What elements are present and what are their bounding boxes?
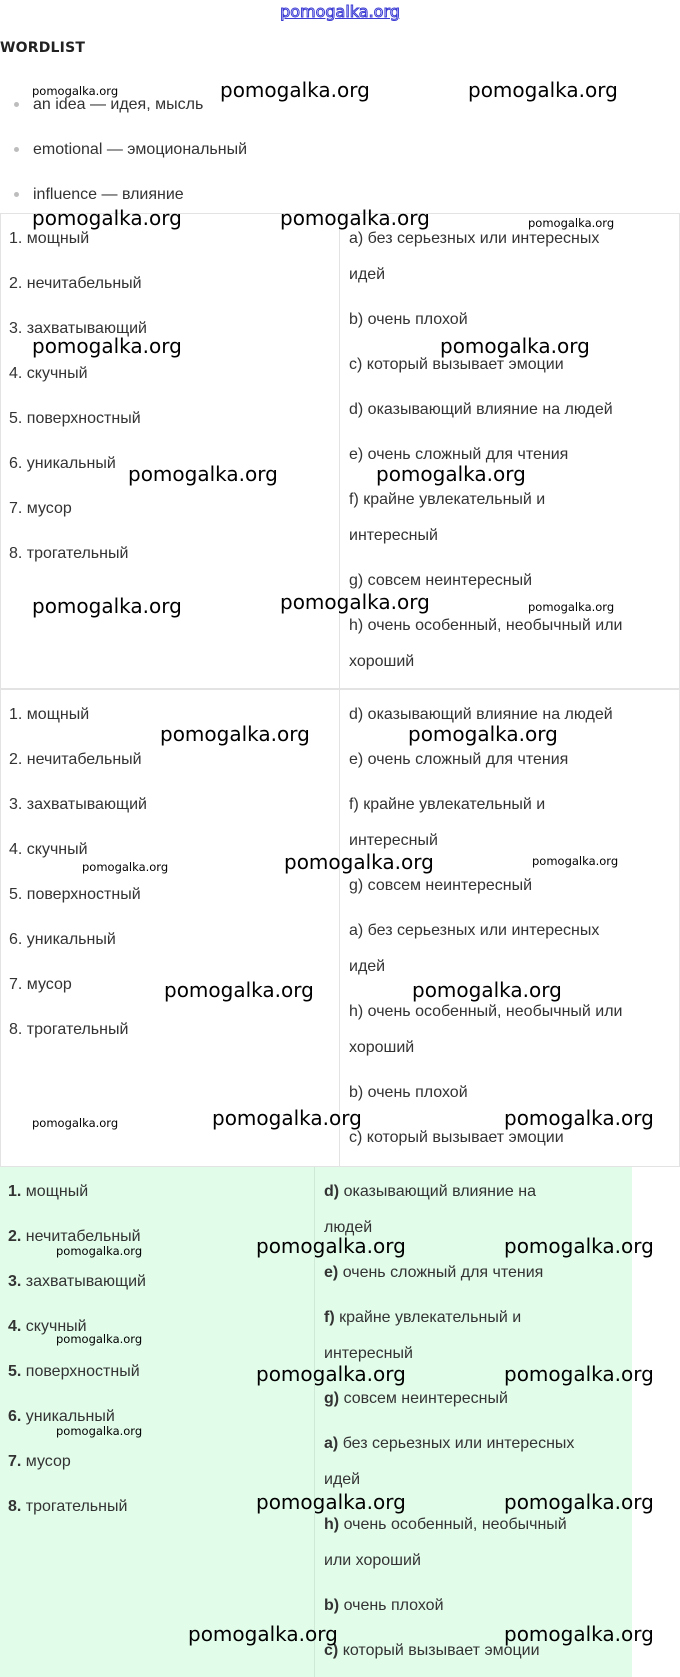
item-text: очень сложный для чтения bbox=[342, 1264, 544, 1281]
item-text: без серьезных или интересных bbox=[342, 1435, 575, 1452]
table-cell: 7. мусор bbox=[9, 500, 72, 517]
item-text: интересный bbox=[324, 1345, 413, 1362]
item-text: мусор bbox=[25, 1453, 71, 1470]
table-cell: c) который вызывает эмоции bbox=[349, 1129, 564, 1146]
table-left-column bbox=[1, 214, 340, 688]
watermark: pomogalka.org bbox=[212, 1106, 362, 1130]
table-cell bbox=[324, 1471, 360, 1489]
item-letter: g) bbox=[324, 1390, 340, 1407]
table-cell: идей bbox=[349, 266, 386, 283]
item-text: или хороший bbox=[324, 1552, 421, 1569]
matching-table-answer bbox=[0, 1167, 632, 1677]
bullet-icon bbox=[14, 192, 19, 197]
watermark: pomogalka.org bbox=[528, 600, 615, 614]
table-cell: интересный bbox=[349, 527, 438, 544]
table-cell: идей bbox=[349, 958, 386, 975]
item-letter: c) bbox=[324, 1642, 339, 1659]
table-cell: 7. мусор bbox=[9, 976, 72, 993]
item-number: 2. bbox=[8, 1228, 22, 1245]
matching-table-original bbox=[0, 213, 680, 689]
table-cell: e) очень сложный для чтения bbox=[349, 446, 569, 463]
watermark: pomogalka.org bbox=[32, 1116, 119, 1130]
item-number: 3. bbox=[8, 1273, 22, 1290]
watermark: pomogalka.org bbox=[504, 1106, 654, 1130]
watermark: pomogalka.org bbox=[256, 1234, 406, 1258]
watermark: pomogalka.org bbox=[160, 722, 310, 746]
item-letter: b) bbox=[324, 1597, 340, 1614]
table-cell bbox=[324, 1183, 536, 1201]
table-cell: 8. трогательный bbox=[9, 545, 129, 562]
table-cell: g) совсем неинтересный bbox=[349, 572, 533, 589]
watermark: pomogalka.org bbox=[32, 206, 182, 230]
table-cell: 1. мощный bbox=[9, 230, 90, 247]
item-letter: h) bbox=[324, 1516, 340, 1533]
wordlist-item bbox=[14, 96, 203, 114]
table-cell: d) оказывающий влияние на людей bbox=[349, 706, 613, 723]
table-cell bbox=[8, 1363, 140, 1381]
table-cell: 6. уникальный bbox=[9, 931, 116, 948]
table-cell: 1. мощный bbox=[9, 706, 90, 723]
table-cell: h) очень особенный, необычный или bbox=[349, 617, 623, 634]
item-text: который вызывает эмоции bbox=[342, 1642, 540, 1659]
watermark: pomogalka.org bbox=[188, 1622, 338, 1646]
table-cell: интересный bbox=[349, 832, 438, 849]
table-cell: b) очень плохой bbox=[349, 311, 468, 328]
wordlist-item-text: an idea — идея, мысль bbox=[33, 96, 204, 113]
item-text: совсем неинтересный bbox=[343, 1390, 508, 1407]
watermark: pomogalka.org bbox=[128, 462, 278, 486]
table-cell bbox=[324, 1219, 372, 1237]
table-cell: f) крайне увлекательный и bbox=[349, 491, 546, 508]
wordlist-title: WORDLIST bbox=[0, 40, 86, 56]
table-cell: d) оказывающий влияние на людей bbox=[349, 401, 613, 418]
table-cell bbox=[324, 1642, 540, 1660]
table-cell bbox=[8, 1228, 141, 1246]
table-cell: 2. нечитабельный bbox=[9, 751, 142, 768]
site-link[interactable]: pomogalka.org bbox=[280, 2, 400, 21]
item-number: 7. bbox=[8, 1453, 22, 1470]
watermark: pomogalka.org bbox=[440, 334, 590, 358]
wordlist-item bbox=[14, 186, 184, 204]
watermark: pomogalka.org bbox=[280, 206, 430, 230]
watermark: pomogalka.org bbox=[256, 1490, 406, 1514]
item-text: крайне увлекательный и bbox=[339, 1309, 522, 1326]
item-text: людей bbox=[324, 1219, 373, 1236]
table-cell: 5. поверхностный bbox=[9, 410, 141, 427]
watermark: pomogalka.org bbox=[468, 78, 618, 102]
table-cell bbox=[8, 1183, 88, 1201]
item-text: захватывающий bbox=[25, 1273, 146, 1290]
watermark: pomogalka.org bbox=[412, 978, 562, 1002]
table-cell bbox=[8, 1318, 87, 1336]
item-letter: a) bbox=[324, 1435, 339, 1452]
watermark: pomogalka.org bbox=[376, 462, 526, 486]
table-left-column bbox=[1, 690, 340, 1166]
table-cell bbox=[324, 1309, 521, 1327]
watermark: pomogalka.org bbox=[280, 590, 430, 614]
watermark: pomogalka.org bbox=[504, 1362, 654, 1386]
matching-table-reordered bbox=[0, 689, 680, 1167]
wordlist-item-text: emotional — эмоциональный bbox=[33, 141, 248, 158]
table-cell: 6. уникальный bbox=[9, 455, 116, 472]
table-cell: 4. скучный bbox=[9, 365, 88, 382]
table-cell bbox=[324, 1264, 543, 1282]
item-number: 4. bbox=[8, 1318, 22, 1335]
watermark: pomogalka.org bbox=[32, 594, 182, 618]
watermark: pomogalka.org bbox=[56, 1332, 143, 1346]
table-cell: хороший bbox=[349, 1039, 415, 1056]
watermark: pomogalka.org bbox=[504, 1234, 654, 1258]
table-cell: f) крайне увлекательный и bbox=[349, 796, 546, 813]
table-cell bbox=[324, 1435, 574, 1453]
table-cell: 2. нечитабельный bbox=[9, 275, 142, 292]
table-cell: a) без серьезных или интересных bbox=[349, 922, 600, 939]
table-cell: c) который вызывает эмоции bbox=[349, 356, 564, 373]
table-cell bbox=[8, 1408, 115, 1426]
item-text: трогательный bbox=[25, 1498, 128, 1515]
table-cell: 5. поверхностный bbox=[9, 886, 141, 903]
table-cell: b) очень плохой bbox=[349, 1084, 468, 1101]
table-cell: h) очень особенный, необычный или bbox=[349, 1003, 623, 1020]
watermark: pomogalka.org bbox=[82, 860, 169, 874]
watermark: pomogalka.org bbox=[284, 850, 434, 874]
table-cell: 4. скучный bbox=[9, 841, 88, 858]
item-text: мощный bbox=[25, 1183, 89, 1200]
table-cell bbox=[8, 1498, 127, 1516]
watermark: pomogalka.org bbox=[528, 216, 615, 230]
item-letter: f) bbox=[324, 1309, 335, 1326]
table-cell bbox=[324, 1597, 444, 1615]
watermark: pomogalka.org bbox=[220, 78, 370, 102]
watermark: pomogalka.org bbox=[164, 978, 314, 1002]
watermark: pomogalka.org bbox=[504, 1622, 654, 1646]
watermark: pomogalka.org bbox=[32, 84, 119, 98]
item-text: идей bbox=[324, 1471, 361, 1488]
watermark: pomogalka.org bbox=[504, 1490, 654, 1514]
wordlist-item-text: influence — влияние bbox=[33, 186, 184, 203]
table-cell bbox=[324, 1390, 508, 1408]
table-cell bbox=[8, 1453, 71, 1471]
wordlist-item bbox=[14, 141, 247, 159]
table-cell bbox=[324, 1552, 421, 1570]
item-text: скучный bbox=[25, 1318, 87, 1335]
watermark: pomogalka.org bbox=[32, 334, 182, 358]
table-cell: g) совсем неинтересный bbox=[349, 877, 533, 894]
table-cell bbox=[324, 1345, 413, 1363]
table-cell bbox=[324, 1516, 567, 1534]
table-cell: 3. захватывающий bbox=[9, 796, 147, 813]
item-text: уникальный bbox=[25, 1408, 115, 1425]
watermark: pomogalka.org bbox=[256, 1362, 406, 1386]
watermark: pomogalka.org bbox=[56, 1244, 143, 1258]
watermark: pomogalka.org bbox=[56, 1424, 143, 1438]
table-cell: a) без серьезных или интересных bbox=[349, 230, 600, 247]
item-number: 8. bbox=[8, 1498, 22, 1515]
table-cell: 8. трогательный bbox=[9, 1021, 129, 1038]
watermark: pomogalka.org bbox=[408, 722, 558, 746]
bullet-icon bbox=[14, 147, 19, 152]
item-number: 6. bbox=[8, 1408, 22, 1425]
item-text: очень плохой bbox=[343, 1597, 444, 1614]
item-number: 1. bbox=[8, 1183, 22, 1200]
item-letter: d) bbox=[324, 1183, 340, 1200]
watermark: pomogalka.org bbox=[532, 854, 619, 868]
item-text: нечитабельный bbox=[25, 1228, 141, 1245]
item-text: очень особенный, необычный bbox=[343, 1516, 567, 1533]
item-text: поверхностный bbox=[25, 1363, 140, 1380]
item-letter: e) bbox=[324, 1264, 339, 1281]
table-cell: хороший bbox=[349, 653, 415, 670]
table-cell: e) очень сложный для чтения bbox=[349, 751, 569, 768]
bullet-icon bbox=[14, 102, 19, 107]
table-cell bbox=[8, 1273, 146, 1291]
table-cell: 3. захватывающий bbox=[9, 320, 147, 337]
item-number: 5. bbox=[8, 1363, 22, 1380]
item-text: оказывающий влияние на bbox=[343, 1183, 536, 1200]
table-left-column bbox=[0, 1167, 315, 1677]
